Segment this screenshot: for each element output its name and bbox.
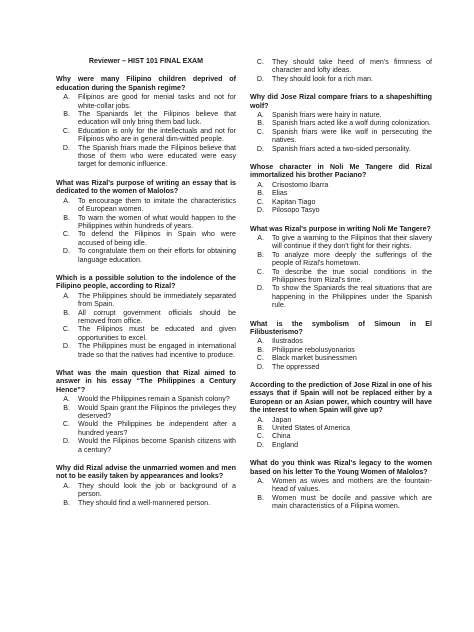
answer-option	[56, 499, 236, 507]
option-text: To analyze more deeply the sufferings of the people of Rizal's hometown.	[272, 250, 432, 268]
answer-option	[56, 420, 236, 437]
answer-option	[250, 494, 432, 511]
option-letter: B.	[257, 250, 264, 259]
option-letter: A.	[257, 233, 264, 242]
question-text: What was the main question that Rizal aimed to answer in his essay “The Philippines a Century Hence”?	[56, 369, 236, 394]
answer-option	[56, 214, 236, 231]
question-block	[250, 381, 432, 449]
answer-option	[250, 354, 432, 362]
option-text: To show the Spaniards the real situations that are happening in the Philippines under the Spanish rule.	[272, 284, 432, 310]
option-text: Elias	[272, 189, 288, 198]
option-text: All corrupt government officials should be removed from office.	[78, 308, 236, 325]
question-block	[250, 459, 432, 510]
answer-option	[250, 145, 432, 153]
option-text: To encourage them to imitate the characteristics of European women.	[78, 196, 236, 214]
option-text: Would the Filipinos become Spanish citizens with a century?	[78, 437, 236, 454]
option-text: Spanish friars were like wolf in persecuting the natives.	[272, 127, 432, 145]
option-text: To describe the true social conditions in the Philippines from Rizal's time.	[272, 267, 432, 284]
option-letter: A.	[63, 395, 70, 404]
option-text: They should look the job or background of a person.	[78, 481, 236, 499]
question-text: What is the symbolism of Simoun in El Filibusterismo?	[250, 319, 432, 336]
question-text: Why did Jose Rizal compare friars to a shapeshifting wolf?	[250, 93, 432, 110]
option-letter: C.	[62, 420, 70, 429]
option-letter: B.	[63, 308, 70, 317]
answer-option	[250, 189, 432, 197]
option-letter: A.	[257, 337, 264, 346]
option-text: The Philippines should be immediately separated from Spain.	[78, 291, 236, 309]
answer-option	[250, 268, 432, 285]
option-text: Would the Philippines remain a Spanish colony?	[78, 395, 230, 404]
option-letter: D.	[256, 206, 264, 215]
question-text: According to the prediction of Jose Rizal in one of his essays that if Spain will not be replaced either by a European or an Asian power, which country will have the interest to when Spain will give up?	[250, 381, 432, 415]
option-letter: B.	[257, 119, 264, 128]
question-block	[56, 75, 236, 168]
answer-option	[250, 284, 432, 309]
answer-option	[250, 234, 432, 251]
question-text: Why did Rizal advise the unmarried women and men not to be easily taken by appearances and looks?	[56, 464, 236, 481]
answer-option	[250, 477, 432, 494]
option-text: Black market businessmen	[272, 354, 357, 363]
right-question-list	[250, 93, 432, 510]
option-text: The Filipinos must be educated and given opportunities to excel.	[78, 325, 236, 342]
answer-option	[56, 342, 236, 359]
option-letter: B.	[63, 110, 70, 119]
option-text: Education is only for the intellectuals and not for Filipinos who are in general dim-witted people.	[78, 126, 236, 144]
right-column	[250, 58, 432, 521]
option-text: They should take heed of men's firmness of character and lofty ideas.	[272, 58, 432, 75]
option-text: Spanish friars acted a two-sided personality.	[272, 144, 411, 153]
answer-option	[56, 93, 236, 110]
question-text: What do you think was Rizal's legacy to the women based on his letter To the Young Women of Malolos?	[250, 459, 432, 476]
answer-option	[250, 198, 432, 206]
option-letter: B.	[63, 403, 70, 412]
option-text: The Philippines must be engaged in international trade so that the natives had incentive to produce.	[78, 342, 236, 359]
question-block	[250, 225, 432, 310]
option-text: Kapitan Tiago	[272, 197, 316, 206]
option-letter: B.	[63, 498, 70, 507]
option-letter: C.	[256, 197, 264, 206]
question-text: What was Rizal's purpose of writing an essay that is dedicated to the women of Malolos?	[56, 178, 236, 196]
option-letter: C.	[256, 58, 264, 66]
option-text: United States of America	[272, 424, 351, 433]
answer-option	[250, 128, 432, 145]
option-letter: A.	[257, 477, 264, 486]
option-letter: D.	[62, 143, 70, 152]
option-text: Women as wives and mothers are the fountain-head of values.	[272, 477, 432, 494]
option-text: They should find a well-mannered person.	[78, 498, 211, 507]
answer-option	[56, 325, 236, 342]
answer-option	[56, 437, 236, 454]
answer-option	[56, 395, 236, 403]
option-letter: D.	[256, 144, 264, 153]
answer-option	[250, 58, 432, 75]
answer-option	[250, 111, 432, 119]
left-column	[56, 57, 236, 517]
document-title: Reviewer – HIST 101 FINAL EXAM	[88, 57, 204, 65]
question-block	[56, 274, 236, 359]
answer-option	[250, 441, 432, 449]
answer-option	[56, 482, 236, 499]
question-block	[250, 93, 432, 153]
option-letter: D.	[256, 440, 264, 449]
question-block	[56, 369, 236, 454]
option-text: To congratulate them on their efforts for obtaining language education.	[78, 247, 236, 264]
option-text: The Spanish friars made the Filipinos believe that those of them who were educated were easy target for demonic influence.	[78, 143, 236, 169]
question-block	[56, 179, 236, 264]
option-letter: B.	[257, 493, 264, 502]
option-letter: A.	[63, 196, 70, 205]
option-letter: D.	[256, 74, 264, 83]
option-letter: C.	[62, 230, 70, 239]
option-text: Would the Philippines be independent after a hundred years?	[78, 420, 236, 437]
option-letter: D.	[256, 362, 264, 371]
answer-option	[250, 337, 432, 345]
continued-options	[250, 58, 432, 83]
answer-option	[56, 127, 236, 144]
option-text: Pilosopo Tasyo	[272, 206, 320, 215]
answer-option	[250, 119, 432, 127]
option-letter: A.	[257, 415, 264, 424]
option-text: Would Spain grant the Filipinos the privileges they deserved?	[78, 403, 236, 421]
option-text: Ilustrados	[272, 337, 303, 346]
option-text: Crisostomo Ibarra	[272, 180, 329, 189]
option-text: The oppressed	[272, 362, 320, 371]
answer-option	[250, 363, 432, 371]
answer-option	[250, 416, 432, 424]
option-letter: B.	[63, 213, 70, 222]
option-letter: C.	[256, 127, 264, 136]
question-text: What was Rizal's purpose in writing Noli Me Tangere?	[250, 224, 431, 233]
option-text: Philippine rebolusyonarios	[272, 345, 355, 354]
question-block	[56, 464, 236, 507]
option-text: Women must be docile and passive which are main characteristics of a Filipina women.	[272, 493, 432, 511]
question-text: Whose character in Noli Me Tangere did Rizal immortalized his brother Paciano?	[250, 163, 432, 180]
answer-option	[56, 292, 236, 309]
option-letter: C.	[256, 267, 264, 276]
question-text: Why were many Filipino children deprived of education during the Spanish regime?	[56, 75, 236, 92]
option-letter: C.	[256, 354, 264, 363]
option-letter: A.	[257, 180, 264, 189]
option-text: Filipinos are good for menial tasks and not for white-collar jobs.	[78, 93, 236, 110]
answer-option	[56, 404, 236, 421]
option-letter: B.	[257, 189, 264, 198]
option-letter: D.	[256, 284, 264, 293]
option-letter: A.	[63, 291, 70, 300]
answer-option	[56, 110, 236, 127]
option-letter: A.	[63, 93, 70, 102]
answer-option	[56, 230, 236, 247]
option-letter: B.	[257, 424, 264, 433]
option-text: To defend the Filipinos in Spain who were accused of being idle.	[78, 230, 236, 247]
question-text: Which is a possible solution to the indolence of the Filipino people, according to Rizal?	[56, 273, 236, 291]
option-text: Spanish friars acted like a wolf during colonization.	[272, 119, 431, 128]
answer-option	[250, 181, 432, 189]
option-letter: A.	[63, 481, 70, 490]
option-letter: D.	[62, 247, 70, 256]
option-text: China	[272, 432, 291, 441]
answer-option	[250, 75, 432, 83]
left-question-list	[56, 75, 236, 507]
option-text: Japan	[272, 415, 292, 424]
answer-option	[250, 346, 432, 354]
option-letter: A.	[257, 111, 264, 120]
answer-option	[250, 424, 432, 432]
option-letter: D.	[62, 437, 70, 446]
option-letter: C.	[62, 325, 70, 334]
question-block	[250, 320, 432, 371]
option-letter: D.	[62, 342, 70, 351]
answer-option	[56, 144, 236, 169]
question-block	[250, 163, 432, 214]
option-text: To warn the women of what would happen to the Philippines within hundreds of years.	[78, 213, 236, 230]
option-text: Spanish friars were hairy in nature.	[272, 111, 382, 120]
option-text: They should look for a rich man.	[272, 74, 373, 83]
option-letter: B.	[257, 345, 264, 354]
answer-option	[250, 251, 432, 268]
option-letter: C.	[62, 126, 70, 135]
option-text: The Spaniards let the Filipinos believe that education will only bring them bad luck.	[78, 110, 236, 127]
option-text: To give a warning to the Filipinos that their slavery will continue if they don't fight for their rights.	[272, 233, 432, 251]
answer-option	[56, 309, 236, 326]
answer-option	[56, 247, 236, 264]
option-text: England	[272, 440, 299, 449]
answer-option	[56, 197, 236, 214]
option-letter: C.	[256, 432, 264, 441]
answer-option	[250, 206, 432, 214]
answer-option	[250, 432, 432, 440]
